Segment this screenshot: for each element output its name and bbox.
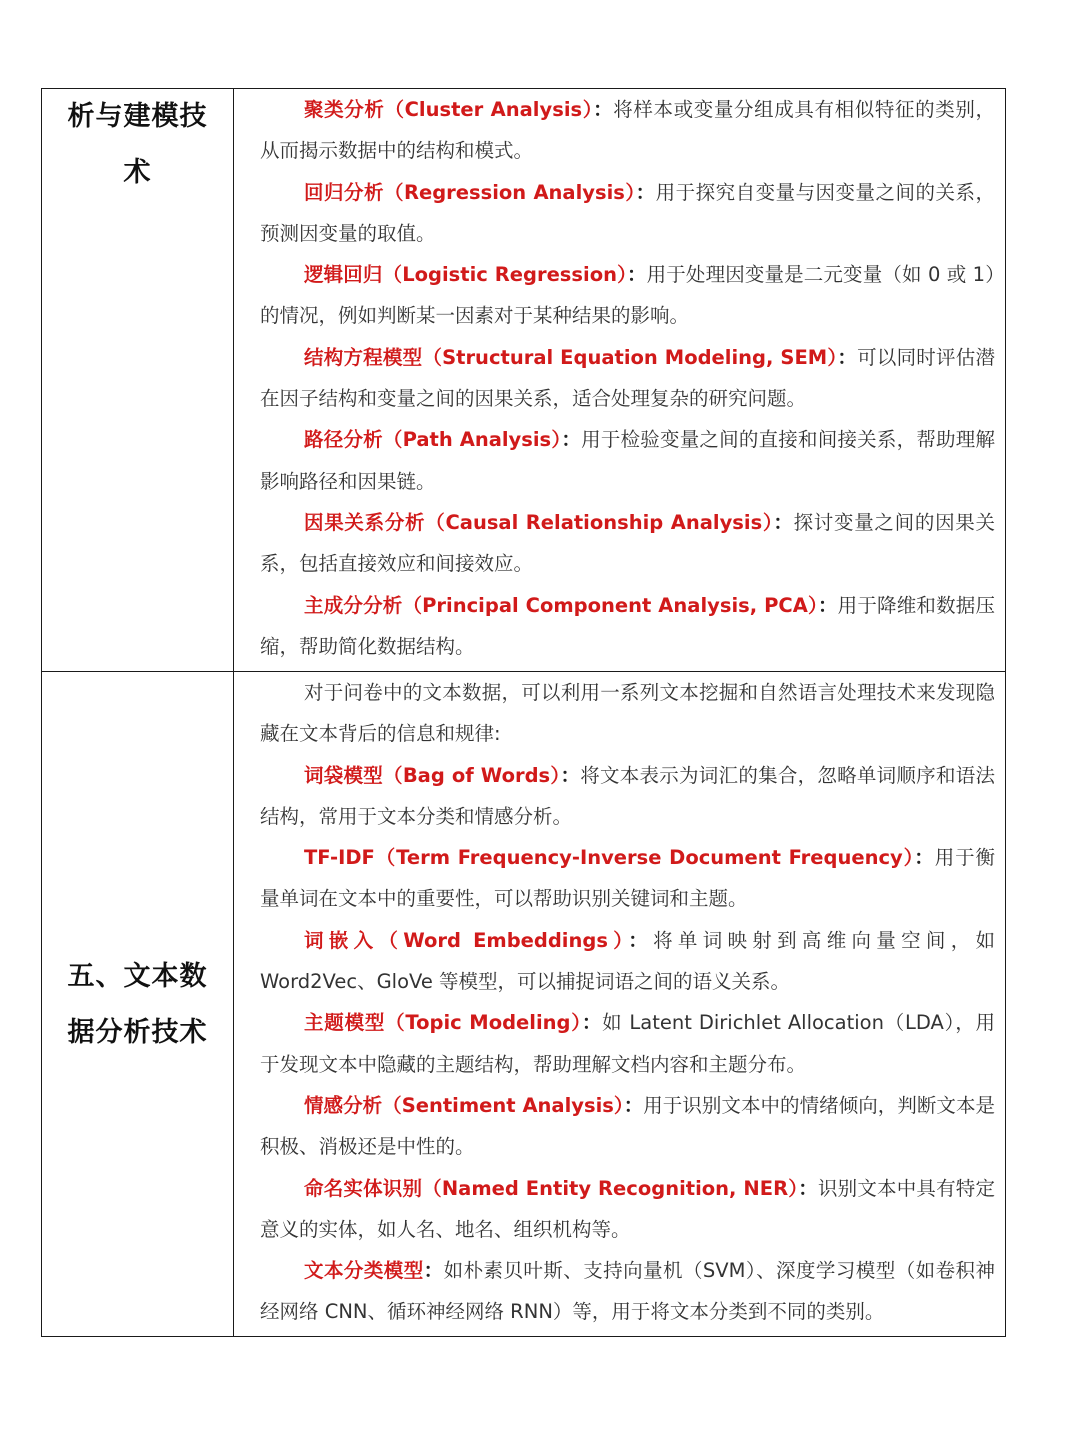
row-title-cell — [42, 672, 234, 1337]
method-description: 用于处理因变量是二元变量（如 0 或 1）的情况，例如判断某一因素对于某种结果的影响。 — [260, 263, 995, 328]
row-title-line: 五、文本数 — [67, 961, 208, 992]
method-description: 用于识别文本中的情绪倾向，判断文本是积极、消极还是中性的。 — [260, 1093, 995, 1159]
method-term: 主成分分析（Principal Component Analysis, PCA） — [304, 593, 818, 617]
method-colon: ： — [623, 1093, 644, 1117]
section-intro: 对于问卷中的文本数据，可以利用一系列文本挖掘和自然语言处理技术来发现隐藏在文本背后的信息和规律: — [260, 681, 995, 746]
method-colon: ： — [635, 180, 656, 204]
method-term: 文本分类模型 — [304, 1259, 424, 1283]
method-description: 将样本或变量分组成具有相似特征的类别，从而揭示数据中的结构和模式。 — [260, 98, 995, 163]
method-item — [260, 254, 995, 337]
method-item — [260, 89, 995, 172]
method-description: 用于探究自变量与因变量之间的关系，预测因变量的取值。 — [260, 180, 995, 245]
method-term: 词嵌入（Word Embeddings） — [304, 928, 629, 952]
method-description: 将文本表示为词汇的集合，忽略单词顺序和语法结构，常用于文本分类和情感分析。 — [260, 763, 995, 828]
method-colon: ： — [837, 345, 858, 369]
method-colon: ： — [914, 846, 935, 870]
table-row — [42, 672, 1006, 1337]
method-colon: ： — [423, 1259, 444, 1283]
method-description: 如 Latent Dirichlet Allocation（LDA），用于发现文本中隐藏的主题结构，帮助理解文档内容和主题分布。 — [260, 1011, 995, 1076]
method-list — [234, 89, 1005, 667]
method-description: 识别文本中具有特定意义的实体，如人名、地名、组织机构等。 — [260, 1176, 995, 1241]
method-item — [260, 502, 995, 585]
method-description: 将单词映射到高维向量空间，如 Word2Vec、GloVe 等模型，可以捕捉词语之间的语义关系。 — [260, 928, 995, 994]
method-item — [260, 172, 995, 255]
method-item — [260, 837, 995, 920]
method-item — [260, 419, 995, 502]
method-list — [234, 672, 1005, 1333]
row-title — [42, 89, 233, 201]
row-title-cell — [42, 89, 234, 672]
row-content-cell — [234, 89, 1006, 672]
method-description: 如朴素贝叶斯、支持向量机（SVM）、深度学习模型（如卷积神经网络 CNN、循环神经网络 RNN）等，用于将文本分类到不同的类别。 — [260, 1259, 995, 1324]
method-colon: ： — [798, 1176, 818, 1200]
method-item — [260, 1250, 995, 1333]
method-term: 回归分析（Regression Analysis） — [304, 180, 636, 204]
method-item — [260, 1085, 995, 1168]
table-row — [42, 89, 1006, 672]
method-term: 路径分析（Path Analysis） — [304, 428, 562, 452]
method-term: 命名实体识别（Named Entity Recognition, NER） — [304, 1176, 799, 1200]
method-item — [260, 755, 995, 838]
method-item — [260, 1002, 995, 1085]
method-term: 因果关系分析（Causal Relationship Analysis） — [304, 510, 774, 534]
row-title-line: 析与建模技 — [67, 101, 208, 132]
method-colon: ： — [817, 593, 838, 617]
row-title-line: 据分析技术 — [67, 1017, 208, 1048]
method-description: 用于衡量单词在文本中的重要性，可以帮助识别关键词和主题。 — [260, 846, 995, 911]
method-term: TF-IDF（Term Frequency-Inverse Document Frequency） — [304, 846, 915, 870]
analysis-methods-table — [41, 88, 1006, 1337]
method-item — [260, 585, 995, 668]
method-item — [260, 337, 995, 420]
method-term: 聚类分析（Cluster Analysis） — [304, 98, 594, 121]
method-description: 用于检验变量之间的直接和间接关系，帮助理解影响路径和因果链。 — [260, 428, 995, 493]
method-colon: ： — [627, 263, 647, 287]
row-title-line: 术 — [123, 157, 152, 188]
method-colon: ： — [628, 928, 654, 952]
method-description: 用于降维和数据压缩，帮助简化数据结构。 — [260, 593, 995, 658]
method-item — [260, 1168, 995, 1251]
row-content-cell — [234, 672, 1006, 1337]
method-colon: ： — [773, 510, 794, 534]
method-colon: ： — [593, 98, 614, 121]
method-term: 词袋模型（Bag of Words） — [304, 763, 561, 787]
row-title — [42, 672, 233, 1336]
method-description: 可以同时评估潜在因子结构和变量之间的因果关系，适合处理复杂的研究问题。 — [260, 345, 995, 411]
method-description: 探讨变量之间的因果关系，包括直接效应和间接效应。 — [260, 510, 995, 576]
method-term: 逻辑回归（Logistic Regression） — [304, 263, 628, 287]
method-colon: ： — [561, 428, 582, 452]
method-colon: ： — [560, 763, 581, 787]
method-colon: ： — [581, 1011, 603, 1035]
method-term: 主题模型（Topic Modeling） — [304, 1011, 582, 1035]
method-term: 情感分析（Sentiment Analysis） — [304, 1093, 624, 1117]
method-item — [260, 920, 995, 1003]
method-term: 结构方程模型（Structural Equation Modeling, SEM） — [304, 345, 838, 369]
